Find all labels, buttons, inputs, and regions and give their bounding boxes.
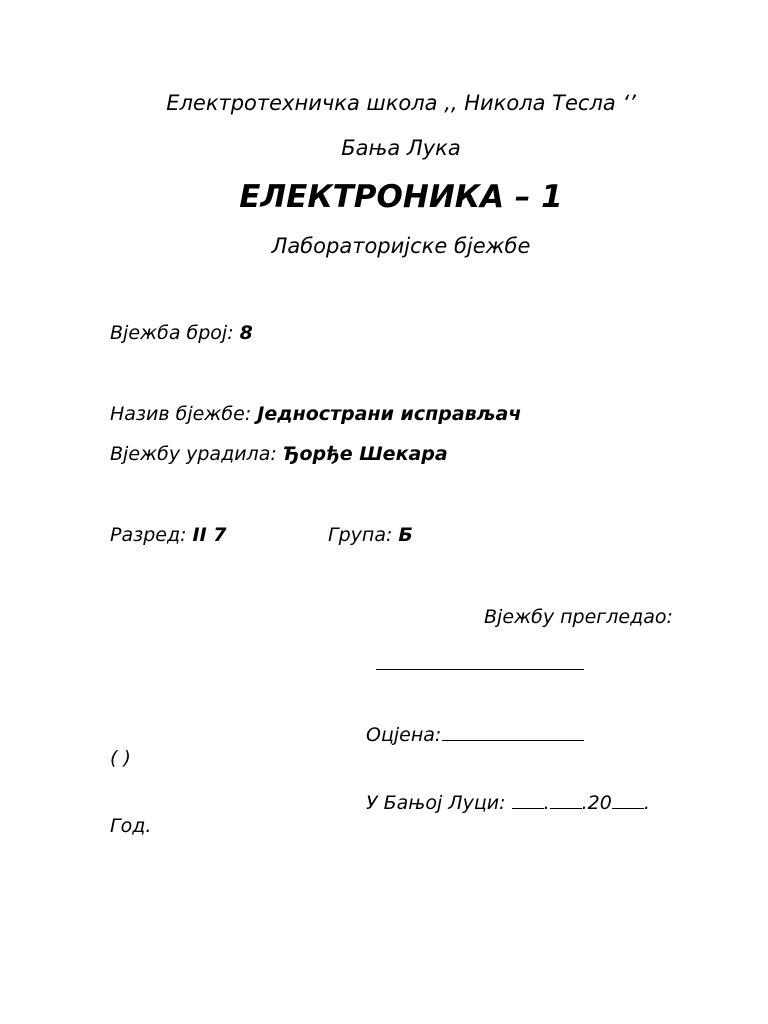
exercise-number-value: 8 bbox=[239, 322, 253, 344]
mark-blank bbox=[442, 722, 584, 741]
mark-row bbox=[366, 722, 584, 745]
place-date-row bbox=[366, 790, 650, 813]
date-end: . bbox=[643, 792, 650, 814]
grade-label: Разред: bbox=[110, 524, 187, 546]
exercise-number-row bbox=[110, 324, 253, 343]
month-blank bbox=[550, 790, 582, 809]
reviewed-by-label: Вјежбу прегледао: bbox=[484, 606, 673, 628]
mark-parentheses: ( ) bbox=[110, 747, 131, 769]
done-by-value: Ђорђе Шекара bbox=[282, 443, 448, 465]
exercise-number-label: Вјежба број: bbox=[110, 322, 234, 344]
year-label: Год. bbox=[110, 815, 152, 837]
grade-value: II 7 bbox=[192, 524, 227, 546]
subject-title: ЕЛЕКТРОНИКА – 1 bbox=[239, 179, 563, 215]
date-separator-1: . bbox=[543, 792, 550, 814]
document-subtitle: Лабораторијске бјежбе bbox=[271, 234, 531, 258]
group-label: Група: bbox=[328, 524, 393, 546]
group-row bbox=[328, 526, 413, 545]
place-label: У Бањој Луци: bbox=[366, 792, 506, 814]
school-name: Електротехничка школа ,, Никола Тесла ‘’ bbox=[166, 91, 636, 115]
grade-row bbox=[110, 526, 227, 545]
signature-line bbox=[376, 669, 584, 670]
group-value: Б bbox=[398, 524, 413, 546]
done-by-label: Вјежбу урадила: bbox=[110, 443, 277, 465]
city-name: Бања Лука bbox=[341, 136, 461, 160]
mark-label: Оцјена: bbox=[366, 724, 442, 746]
exercise-name-value: Једнострани исправљач bbox=[257, 403, 522, 425]
year-blank bbox=[612, 790, 644, 809]
exercise-name-label: Назив бјежбе: bbox=[110, 403, 252, 425]
done-by-row bbox=[110, 445, 448, 464]
day-blank bbox=[512, 790, 544, 809]
exercise-name-row bbox=[110, 405, 521, 424]
date-separator-2: .20 bbox=[581, 792, 612, 814]
